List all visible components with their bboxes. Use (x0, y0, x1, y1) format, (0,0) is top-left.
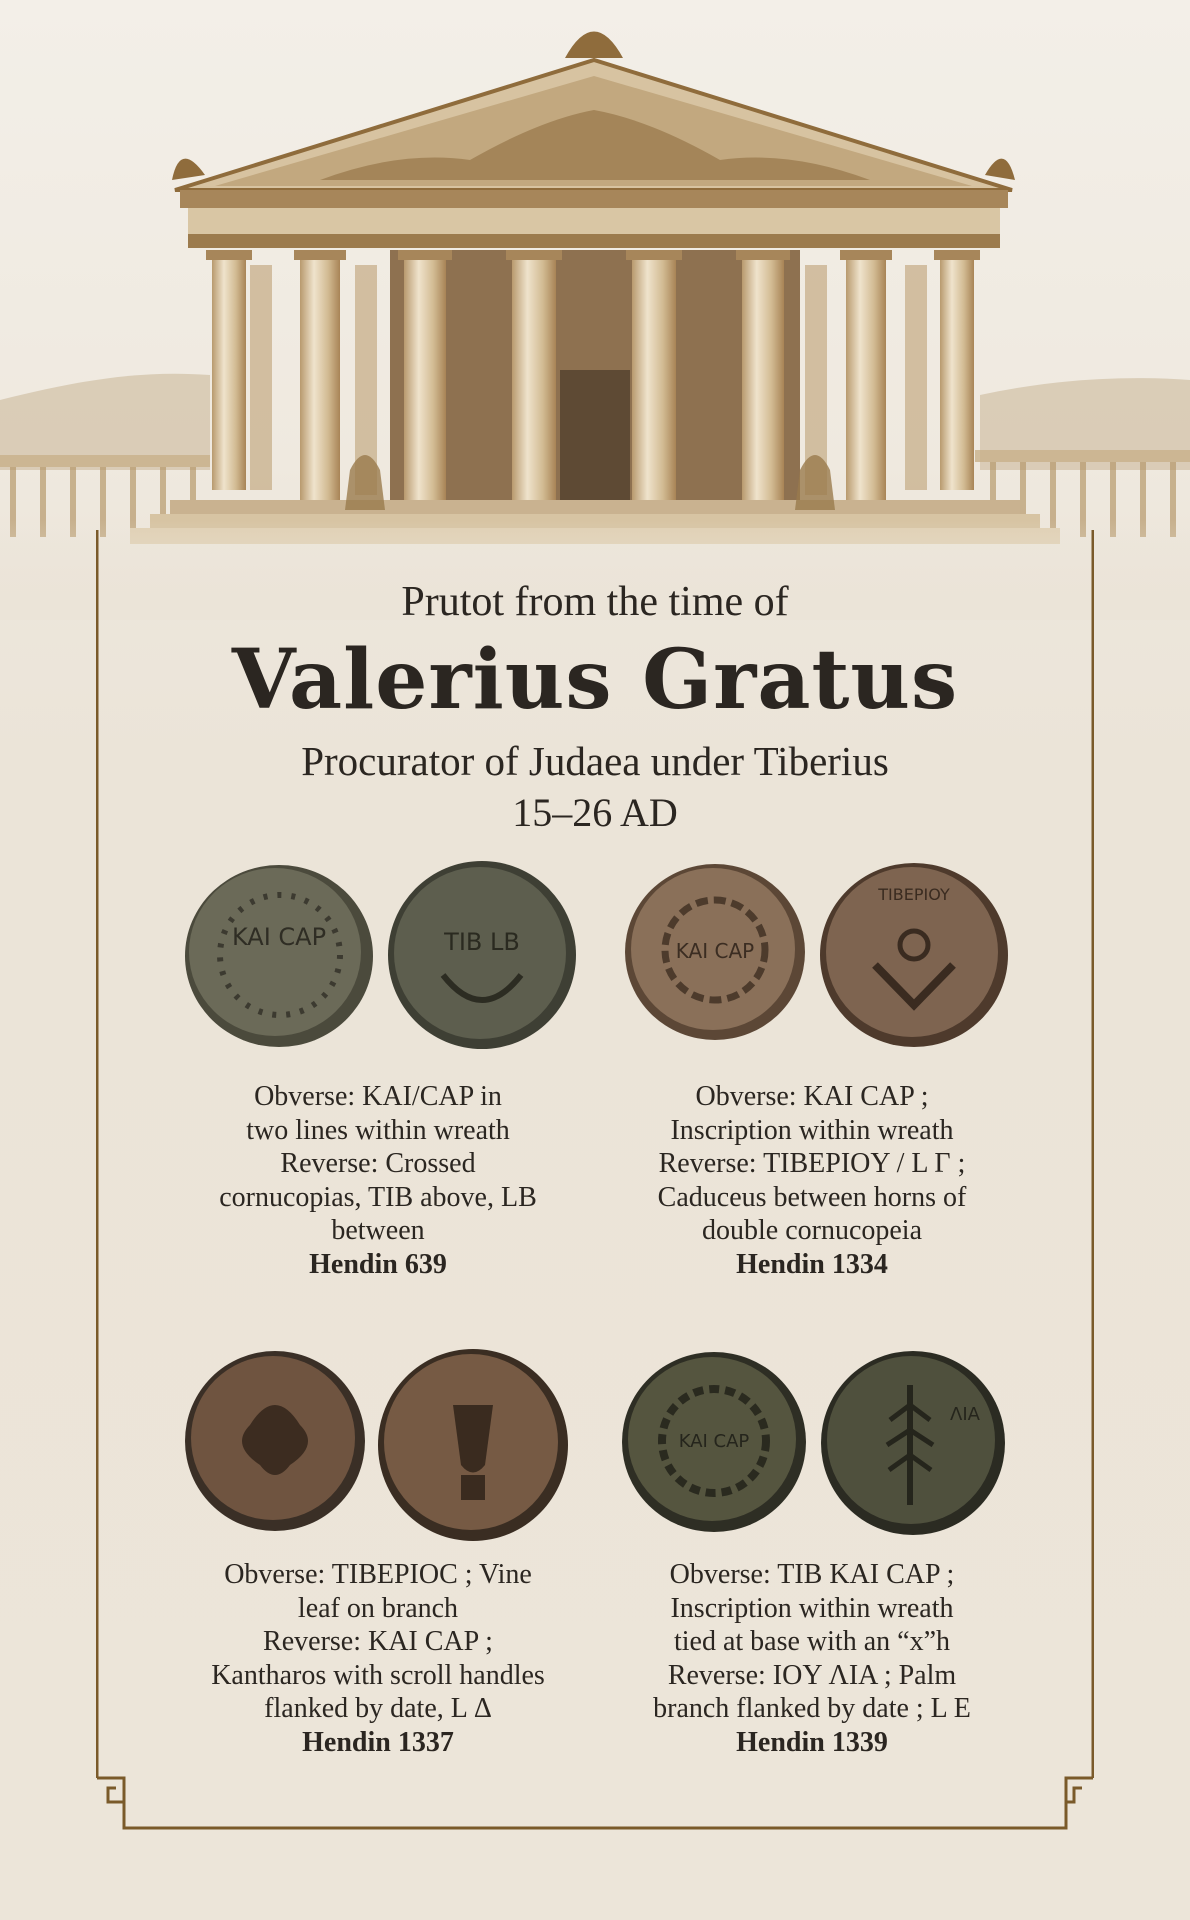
coin-caption-4 (592, 1558, 1032, 1759)
hendin-reference: Hendin 1339 (736, 1726, 888, 1758)
coin-entry-1 (178, 855, 618, 1055)
date-range: 15–26 AD (512, 790, 678, 835)
obverse-coin-image (180, 1345, 370, 1535)
coin-caption-2 (592, 1080, 1032, 1281)
caption-line: Reverse: IOY ΛIA ; Palm (667, 1659, 957, 1691)
coin-pair (178, 1345, 618, 1545)
caption-line: Reverse: TIBEPIOY / L Γ ; (658, 1148, 966, 1179)
coin-caption-1 (158, 1080, 598, 1281)
caption-line: branch flanked by date ; L E (653, 1693, 971, 1724)
caption-line: Obverse: KAI CAP ; (695, 1081, 929, 1112)
page-title: Valerius Gratus (231, 632, 959, 728)
reverse-coin-image (373, 1345, 573, 1545)
caption-line: two lines within wreath (246, 1114, 510, 1146)
hendin-reference: Hendin 1337 (302, 1726, 454, 1758)
obverse-coin-image (180, 855, 378, 1053)
coin-pair (610, 1345, 1050, 1545)
subtitle: Procurator of Judaea under Tiberius (301, 738, 889, 784)
reverse-coin-image (383, 855, 581, 1053)
coin-caption-3 (158, 1558, 598, 1759)
title-block (0, 578, 1190, 840)
coin-entry-4 (610, 1345, 1050, 1545)
reverse-legend: ΛIA (950, 1404, 980, 1425)
caption-line: Obverse: TIBEPIOC ; Vine (224, 1559, 532, 1590)
temple-illustration (0, 0, 1190, 620)
reverse-coin-image (815, 855, 1013, 1053)
obverse-coin-image (618, 1345, 810, 1537)
caption-line: tied at base with an “x”h (673, 1626, 950, 1657)
reverse-coin-image (815, 1345, 1011, 1541)
caption-line: Inscription within wreath (670, 1592, 954, 1624)
coin-pair (178, 855, 618, 1055)
reverse-legend: TIBEPIOY (878, 885, 950, 904)
obverse-legend: KAI CAP (231, 923, 327, 951)
hendin-reference: Hendin 1334 (736, 1248, 888, 1280)
caption-line: Caduceus between horns of (657, 1181, 967, 1213)
caption-line: Kantharos with scroll handles (211, 1659, 545, 1691)
caption-line: leaf on branch (297, 1592, 459, 1624)
reverse-legend: TIB LB (444, 928, 520, 956)
obverse-coin-image (620, 855, 810, 1045)
caption-line: Obverse: TIB KAI CAP ; (669, 1559, 955, 1590)
pre-title: Prutot from the time of (401, 579, 789, 625)
caption-line: cornucopias, TIB above, LB (219, 1181, 537, 1213)
coin-entry-3 (178, 1345, 618, 1545)
caption-line: between (331, 1215, 425, 1246)
obverse-legend: KAI CAP (678, 1431, 750, 1452)
obverse-legend: KAI CAP (675, 939, 755, 963)
hendin-reference: Hendin 639 (309, 1248, 447, 1280)
caption-line: Reverse: Crossed (280, 1148, 476, 1179)
coin-pair (610, 855, 1050, 1055)
caption-line: Inscription within wreath (670, 1114, 954, 1146)
coin-entry-2 (610, 855, 1050, 1055)
caption-line: double cornucopeia (701, 1215, 923, 1246)
caption-line: Obverse: KAI/CAP in (254, 1081, 502, 1112)
caption-line: flanked by date, L Δ (264, 1693, 492, 1724)
caption-line: Reverse: KAI CAP ; (263, 1626, 493, 1657)
